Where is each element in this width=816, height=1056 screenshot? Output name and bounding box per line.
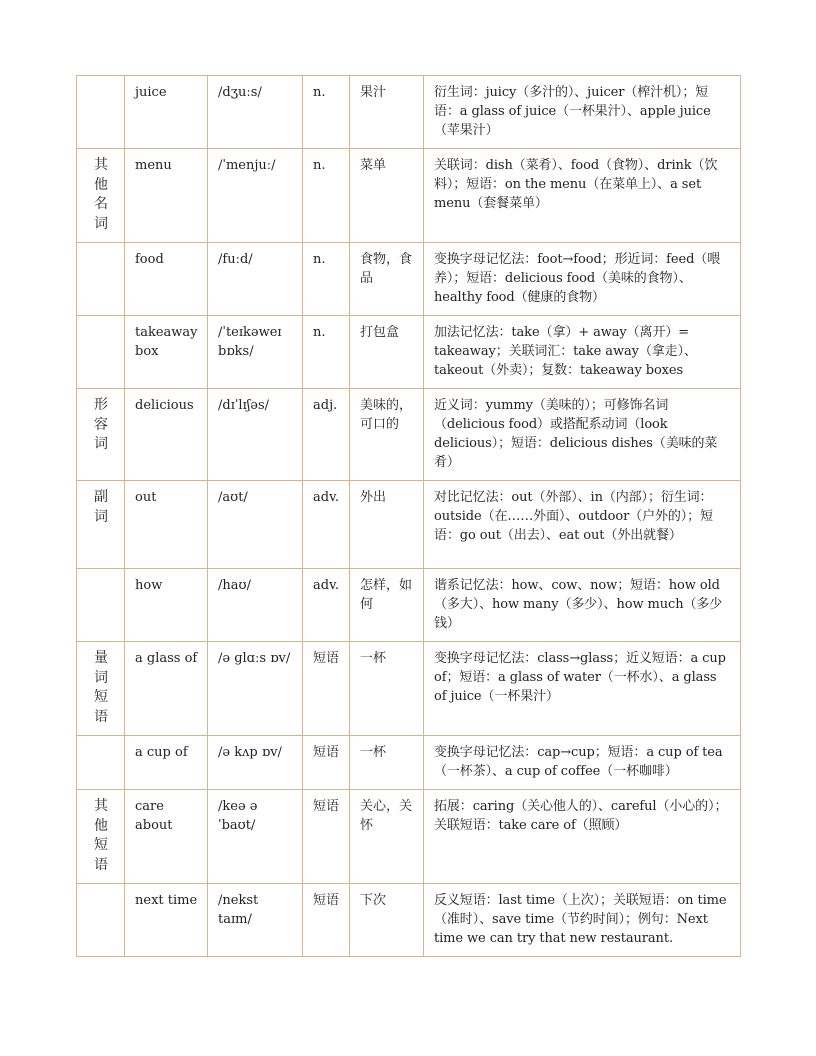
table-row xyxy=(77,389,741,481)
meaning-cell xyxy=(350,316,424,389)
part-of-speech-text: adv. xyxy=(313,490,340,505)
word-text: menu xyxy=(135,158,172,173)
table-row xyxy=(77,149,741,243)
word-text: care about xyxy=(135,799,173,833)
part-of-speech-text: 短语 xyxy=(313,893,340,908)
notes-text: 近义词：yummy（美味的）；可修饰名词（delicious food）或搭配系动词（look delicious）；短语：delicious dishes（美味的菜肴） xyxy=(434,398,718,470)
meaning-cell xyxy=(350,884,424,957)
category-text: 量词短语 xyxy=(94,650,108,725)
part-of-speech-cell xyxy=(303,243,350,316)
part-of-speech-cell xyxy=(303,736,350,790)
meaning-cell xyxy=(350,790,424,884)
word-cell xyxy=(125,243,208,316)
part-of-speech-text: adv. xyxy=(313,578,340,593)
word-cell xyxy=(125,790,208,884)
meaning-text: 食物，食品 xyxy=(360,252,413,286)
table-row xyxy=(77,481,741,569)
table-row xyxy=(77,76,741,149)
meaning-cell xyxy=(350,736,424,790)
category-cell xyxy=(77,790,125,884)
part-of-speech-cell xyxy=(303,790,350,884)
meaning-cell xyxy=(350,76,424,149)
category-text: 副词 xyxy=(94,489,108,525)
phonetic-cell xyxy=(208,481,303,569)
word-cell xyxy=(125,76,208,149)
part-of-speech-cell xyxy=(303,316,350,389)
notes-cell xyxy=(424,569,741,642)
word-text: a glass of xyxy=(135,651,198,666)
notes-cell xyxy=(424,389,741,481)
notes-cell xyxy=(424,316,741,389)
phonetic-text: /ˈteɪkəweɪ bɒks/ xyxy=(218,325,282,359)
notes-cell xyxy=(424,884,741,957)
notes-text: 谐系记忆法：how、cow、now；短语：how old（多大）、how many（多少）、how much（多少钱） xyxy=(434,578,723,631)
phonetic-text: /fuːd/ xyxy=(218,252,253,267)
word-text: food xyxy=(135,252,164,267)
phonetic-cell xyxy=(208,884,303,957)
word-cell xyxy=(125,569,208,642)
phonetic-cell xyxy=(208,569,303,642)
notes-cell xyxy=(424,736,741,790)
category-text: 其他名词 xyxy=(94,157,108,232)
category-cell xyxy=(77,389,125,481)
category-cell xyxy=(77,736,125,790)
word-cell xyxy=(125,389,208,481)
table-row xyxy=(77,569,741,642)
phonetic-cell xyxy=(208,243,303,316)
part-of-speech-text: 短语 xyxy=(313,799,340,814)
notes-text: 反义短语：last time（上次）；关联短语：on time（准时）、save time（节约时间）；例句：Next time we can try that new restaurant. xyxy=(434,893,727,946)
phonetic-cell xyxy=(208,642,303,736)
notes-text: 变换字母记忆法：class→glass；近义短语：a cup of；短语：a glass of water（一杯水）、a glass of juice（一杯果汁） xyxy=(434,651,726,704)
part-of-speech-cell xyxy=(303,642,350,736)
meaning-cell xyxy=(350,149,424,243)
part-of-speech-text: adj. xyxy=(313,398,338,413)
category-text: 其他短语 xyxy=(94,798,108,873)
category-cell xyxy=(77,481,125,569)
vocabulary-table-body xyxy=(77,76,741,957)
notes-cell xyxy=(424,243,741,316)
phonetic-cell xyxy=(208,389,303,481)
part-of-speech-cell xyxy=(303,569,350,642)
phonetic-text: /keə əˈbaʊt/ xyxy=(218,799,258,833)
phonetic-text: /nekst taɪm/ xyxy=(218,893,259,927)
meaning-cell xyxy=(350,243,424,316)
word-text: how xyxy=(135,578,163,593)
table-row xyxy=(77,884,741,957)
meaning-text: 一杯 xyxy=(360,651,387,666)
word-text: a cup of xyxy=(135,745,188,760)
category-cell xyxy=(77,316,125,389)
word-text: next time xyxy=(135,893,198,908)
phonetic-text: /aʊt/ xyxy=(218,490,248,505)
meaning-text: 怎样，如何 xyxy=(360,578,413,612)
meaning-cell xyxy=(350,569,424,642)
notes-cell xyxy=(424,76,741,149)
word-cell xyxy=(125,481,208,569)
notes-cell xyxy=(424,642,741,736)
category-cell xyxy=(77,76,125,149)
notes-text: 衍生词：juicy（多汁的）、juicer（榨汁机）；短语：a glass of juice（一杯果汁）、apple juice（苹果汁） xyxy=(434,85,711,138)
table-row xyxy=(77,790,741,884)
phonetic-cell xyxy=(208,736,303,790)
notes-cell xyxy=(424,149,741,243)
meaning-text: 打包盒 xyxy=(360,325,400,340)
category-text: 形容词 xyxy=(94,397,108,452)
phonetic-text: /haʊ/ xyxy=(218,578,251,593)
word-text: out xyxy=(135,490,157,505)
meaning-text: 关心，关怀 xyxy=(360,799,413,833)
notes-text: 关联词：dish（菜肴）、food（食物）、drink（饮料）；短语：on the menu（在菜单上）、a set menu（套餐菜单） xyxy=(434,158,718,211)
notes-text: 变换字母记忆法：cap→cup；短语：a cup of tea（一杯茶）、a cup of coffee（一杯咖啡） xyxy=(434,745,723,779)
word-cell xyxy=(125,736,208,790)
category-cell xyxy=(77,149,125,243)
notes-text: 对比记忆法：out（外部）、in（内部）；衍生词：outside（在……外面）、outdoor（户外的）；短语：go out（出去）、eat out（外出就餐） xyxy=(434,490,713,543)
word-text: juice xyxy=(135,85,167,100)
part-of-speech-text: n. xyxy=(313,158,326,173)
category-cell xyxy=(77,569,125,642)
meaning-cell xyxy=(350,642,424,736)
meaning-text: 菜单 xyxy=(360,158,387,173)
category-cell xyxy=(77,642,125,736)
part-of-speech-text: n. xyxy=(313,325,326,340)
meaning-text: 外出 xyxy=(360,490,387,505)
part-of-speech-cell xyxy=(303,389,350,481)
word-cell xyxy=(125,149,208,243)
word-cell xyxy=(125,884,208,957)
phonetic-text: /dɪˈlɪʃəs/ xyxy=(218,398,270,413)
phonetic-text: /ə kʌp ɒv/ xyxy=(218,745,282,760)
phonetic-text: /ə ɡlɑːs ɒv/ xyxy=(218,651,291,666)
table-row xyxy=(77,642,741,736)
phonetic-text: /ˈmenjuː/ xyxy=(218,158,276,173)
notes-cell xyxy=(424,481,741,569)
part-of-speech-text: 短语 xyxy=(313,745,340,760)
part-of-speech-cell xyxy=(303,149,350,243)
category-cell xyxy=(77,243,125,316)
notes-cell xyxy=(424,790,741,884)
part-of-speech-text: 短语 xyxy=(313,651,340,666)
table-row xyxy=(77,316,741,389)
word-cell xyxy=(125,642,208,736)
notes-text: 加法记忆法：take（拿）+ away（离开）= takeaway；关联词汇：take away（拿走）、takeout（外卖）；复数：takeaway boxes xyxy=(434,325,697,378)
notes-text: 变换字母记忆法：foot→food；形近词：feed（喂养）；短语：delicious food（美味的食物）、healthy food（健康的食物） xyxy=(434,252,721,305)
meaning-text: 果汁 xyxy=(360,85,387,100)
table-row xyxy=(77,243,741,316)
meaning-text: 下次 xyxy=(360,893,387,908)
phonetic-cell xyxy=(208,316,303,389)
part-of-speech-cell xyxy=(303,884,350,957)
table-row xyxy=(77,736,741,790)
part-of-speech-text: n. xyxy=(313,252,326,267)
phonetic-cell xyxy=(208,790,303,884)
vocabulary-table xyxy=(76,75,741,957)
word-text: delicious xyxy=(135,398,194,413)
phonetic-cell xyxy=(208,76,303,149)
meaning-text: 一杯 xyxy=(360,745,387,760)
word-text: takeaway box xyxy=(135,325,198,359)
notes-text: 拓展：caring（关心他人的）、careful（小心的）；关联短语：take care of（照顾） xyxy=(434,799,728,833)
phonetic-cell xyxy=(208,149,303,243)
meaning-text: 美味的，可口的 xyxy=(360,398,413,432)
part-of-speech-cell xyxy=(303,76,350,149)
meaning-cell xyxy=(350,481,424,569)
meaning-cell xyxy=(350,389,424,481)
part-of-speech-cell xyxy=(303,481,350,569)
word-cell xyxy=(125,316,208,389)
category-cell xyxy=(77,884,125,957)
phonetic-text: /dʒuːs/ xyxy=(218,85,262,100)
part-of-speech-text: n. xyxy=(313,85,326,100)
